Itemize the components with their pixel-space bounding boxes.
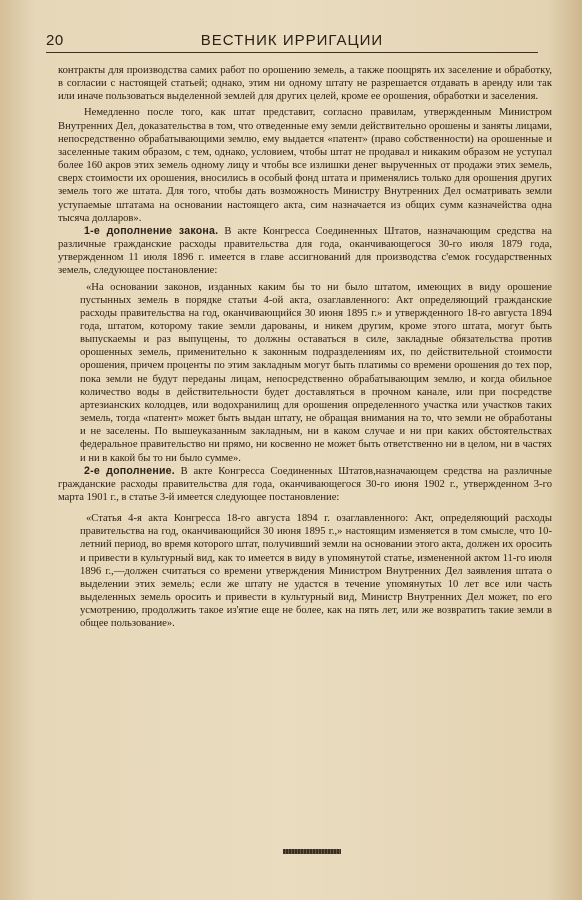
quote-block-2 xyxy=(58,512,552,630)
quote-1-text: «На основании законов, изданных каким бы то ни было штатом, имеющих в виду орошение пустынных земель в порядке статьи 4-ой акта, озаглавленного: Акт определяющий гражданские расходы правительства на год, оканчивающийся 30 июня 1895 г.» и утвержденного 18-го августа 1894 года, штатом, которому такие земли дарованы, и никем другим, кроме этого штата, могут быть выпускаемы и раз выпущены, то должны оставаться в силе, закладные обязательства против орошенных земель, применительно к законным подразделениям их, по действительной стоимости орошения, причем проценты по этим закладным могут быть платимы со времени орошения до тех пор, пока земли не будут переданы лицам, непосредственно обрабатывающим землю, и когда обильное количество воды в действительности будет доставляться в прочном канале, или при посредстве артезианских колодцев, или водохранилищ для орошения определенного участка или участков таких земель, тогда «патент» может быть выдан штату, не обращая внимания на то, что земли не обработаны и не заселены. По вышеуказанным закладным, ни в каком случае и ни при каких обстоятельствах федеральное правительство ни прямо, ни косвенно не может быть ответственно ни в целом, ни в частях и ни в какой бы то ни было сумме». xyxy=(80,281,552,464)
first-amendment-text: В акте Конгресса Соединенных Штатов, назначающим средства на различные гражданские расходы правительства для года, оканчивающегося 30-го июля 1879 года, утвержденном 11 июля 1896 г. имеется в главе ассигнований для производства с'емок государственных земель, следующее постановление: xyxy=(58,225,553,277)
first-amendment-heading: 1-е дополнение закона. xyxy=(84,224,219,237)
quote-2-text: «Статья 4-я акта Конгресса 18-го августа 1894 г. озаглавленного: Акт, определяющий расходы правительства на год, оканчивающийся 30 июня 1895 г.,» настоящим изменяется в том смысле, что 10-летний период, во время которого штат, получивший земли на основании этого акта, должен их оросить и привести в культурный вид, как то имеется в виду в упомянутой статье, измененной актом 11-го июля 1896 г.,—должен считаться со времени утверждения Министром Внутренних Дел заявления штата о выделении этих земель; если же штату не удастся в течение упомянутых 10 лет все или часть выделенных земель оросить и привести в культурный вид, Министр Внутренних Дел может, по его усмотрению, продолжить такое из'ятие еще не более, как на пять лет, или же возвратить такие земли в общее пользование». xyxy=(80,513,552,630)
end-ornament xyxy=(283,849,341,854)
quote-block-1 xyxy=(58,281,552,465)
page-header xyxy=(46,28,538,53)
second-amendment-text: В акте Конгресса Соединенных Штатов,назначающем средства на различные гражданские расходы правительства для года, оканчивающегося 30-го июня 1902 г., утвержденном 3-го марта 1901 г., в статье 3-й имеется следующее постановление: xyxy=(58,465,552,503)
paragraph-continuation: контракты для производства самих работ по орошению земель, а также поощрять их заселение и обработку, в согласии с настоящей статьей; однако, этим ни одному штату не разрешается отдавать в аренду или так или иначе пользоваться выделенной землей для других целей, кроме ее орошения, обработки и заселения. xyxy=(58,65,552,103)
page-number: 20 xyxy=(46,32,64,49)
second-amendment-heading: 2-е дополнение. xyxy=(84,464,175,477)
paragraph-second-amendment xyxy=(58,465,552,504)
paragraph-first-amendment xyxy=(58,225,552,278)
article-body xyxy=(58,64,552,631)
journal-title: ВЕСТНИК ИРРИГАЦИИ xyxy=(200,32,384,49)
paragraph-patent: Немедленно после того, как штат представит, согласно правилам, утвержденным Министром Внутренних Дел, доказательства в том, что отведенные ему земли действительно орошены и заняты лицами, непосредственно обрабатывающими землю, ему выдается «патент» (право собственности) на орошенные и заселенные таким образом, с тем, однако, условием, чтобы штат не продавал и никаким образом не уступал более 160 акров этих земель одному лицу и чтобы все излишки денег вырученных от продажи этих земель, сверх стоимости их орошения, вносились в особый фонд штата и применялись только для орошения других земель того же штата. Для того, чтобы дать возможность Министру Внутренних Дел осматривать земли уступаемые штатама на основании настоящего акта, сим назначается из общих сумм казначейства одна тысяча долларов». xyxy=(58,107,552,224)
